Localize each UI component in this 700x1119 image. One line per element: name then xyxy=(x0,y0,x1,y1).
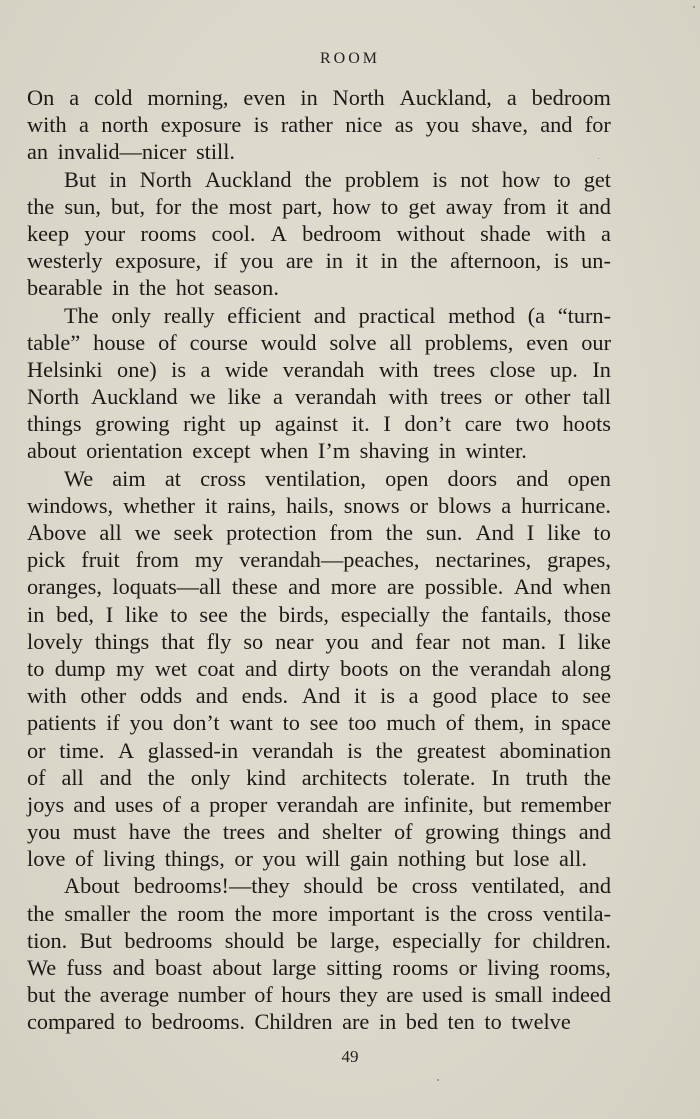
text-line: to dump my wet coat and dirty boots on the verandah along xyxy=(27,655,611,681)
paragraph xyxy=(27,84,611,166)
text-line: keep your rooms cool. A bedroom without shade with a xyxy=(27,220,611,246)
text-line: westerly exposure, if you are in it in the afternoon, is un- xyxy=(27,248,611,274)
paragraph xyxy=(27,166,611,302)
text-line: About bedrooms!—they should be cross ventilated, and xyxy=(64,873,611,899)
paper-speck xyxy=(437,1079,439,1081)
text-line: lovely things that fly so near you and fear not man. I like xyxy=(27,628,611,654)
text-line: patients if you don’t want to see too much of them, in space xyxy=(27,710,611,736)
text-line: you must have the trees and shelter of growing things and xyxy=(27,819,611,845)
text-line: things growing right up against it. I don’t care two hoots xyxy=(27,411,611,437)
text-line: joys and uses of a proper verandah are infinite, but remember xyxy=(27,791,611,817)
text-line: Above all we seek protection from the sun. And I like to xyxy=(27,520,611,545)
text-line: Helsinki one) is a wide verandah with trees close up. In xyxy=(27,356,611,382)
text-line: the smaller the room the more important is the cross ventila- xyxy=(27,900,611,926)
text-line: table” house of course would solve all problems, even our xyxy=(27,329,611,355)
text-line: The only really efficient and practical method (a “turn- xyxy=(64,302,611,328)
text-line: North Auckland we like a verandah with trees or other tall xyxy=(27,384,611,410)
paragraph xyxy=(27,872,611,1035)
paragraph xyxy=(27,465,611,873)
text-line: an invalid—nicer still. xyxy=(27,139,236,165)
paper-speck xyxy=(693,6,695,8)
running-head: ROOM xyxy=(319,50,380,67)
text-line: love of living things, or you will gain nothing but lose all. xyxy=(27,846,587,872)
text-line: We fuss and boast about large sitting rooms or living rooms, xyxy=(27,955,611,980)
text-line: tion. But bedrooms should be large, especially for children. xyxy=(27,927,611,953)
text-line: about orientation except when I’m shaving in winter. xyxy=(27,438,527,464)
body-text xyxy=(27,84,611,1036)
text-line: pick fruit from my verandah—peaches, nectarines, grapes, xyxy=(27,547,611,573)
text-line: But in North Auckland the problem is not how to get xyxy=(64,166,611,192)
text-line: We aim at cross ventilation, open doors and open xyxy=(64,465,611,491)
text-line: windows, whether it rains, hails, snows or blows a hurricane. xyxy=(27,492,611,518)
text-line: with other odds and ends. And it is a good place to see xyxy=(27,683,611,709)
page-number: 49 xyxy=(341,1047,359,1066)
text-line: the sun, but, for the most part, how to get away from it and xyxy=(27,193,611,219)
text-line: in bed, I like to see the birds, especially the fantails, those xyxy=(27,601,611,627)
text-line: but the average number of hours they are used is small indeed xyxy=(27,982,611,1008)
text-line: with a north exposure is rather nice as you shave, and for xyxy=(27,112,611,138)
text-line: oranges, loquats—all these and more are possible. And when xyxy=(27,574,611,600)
paper-speck xyxy=(598,158,599,159)
paragraph xyxy=(27,302,611,465)
text-line: bearable in the hot season. xyxy=(27,275,279,301)
text-line: On a cold morning, even in North Auckland, a bedroom xyxy=(27,85,611,110)
text-line: of all and the only kind architects tolerate. In truth the xyxy=(27,764,611,790)
text-line: compared to bedrooms. Children are in bed ten to twelve xyxy=(27,1009,571,1035)
text-line: or time. A glassed-in verandah is the greatest abomination xyxy=(27,737,611,763)
